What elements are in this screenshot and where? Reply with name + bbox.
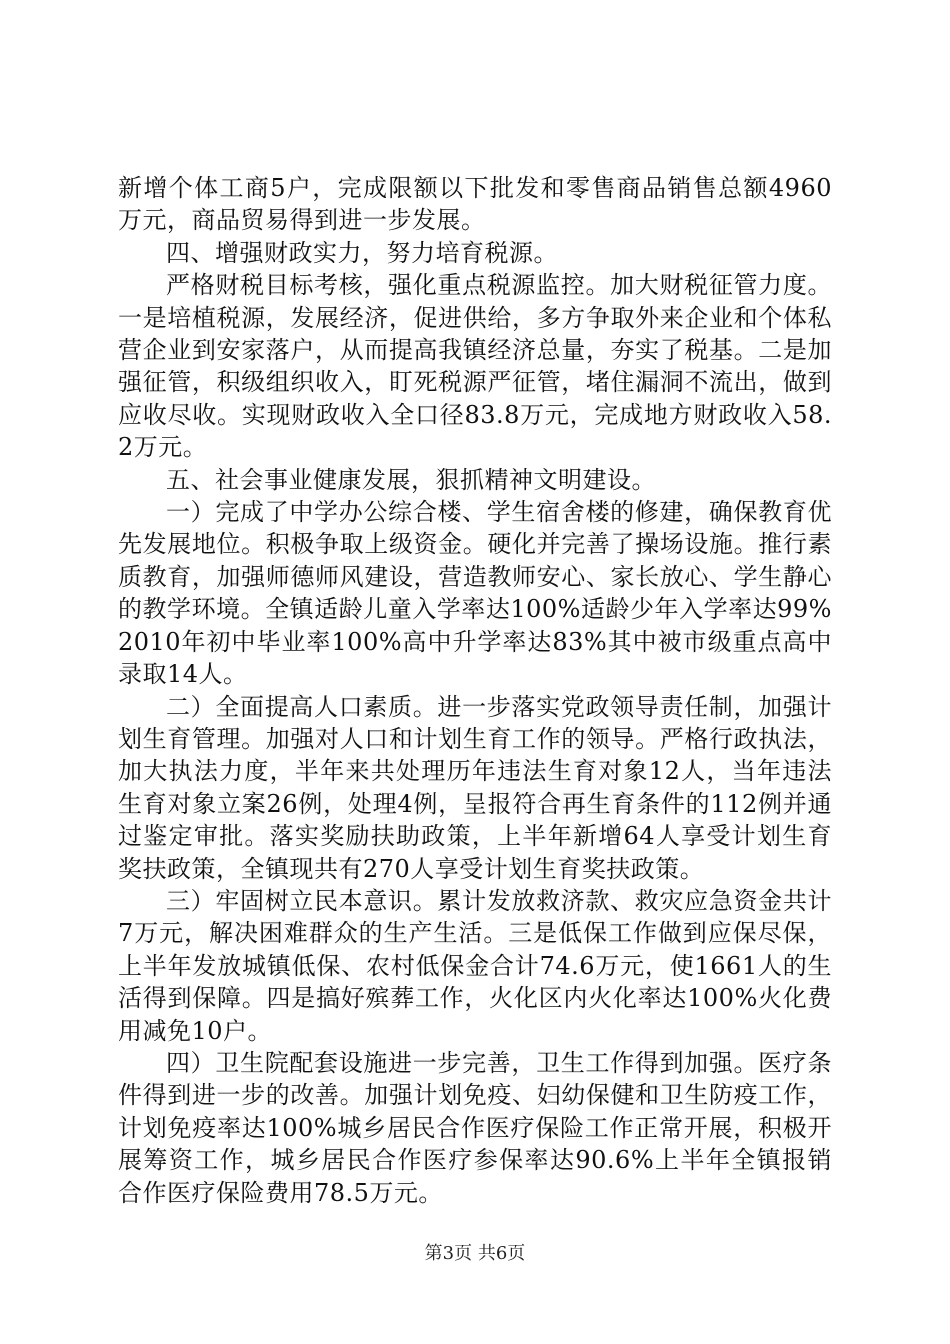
paragraph-finance: 严格财税目标考核，强化重点税源监控。加大财税征管力度。一是培植税源，发展经济，促进供给，多方争取外来企业和个体私营企业到安家落户，从而提高我镇经济总量，夯实了税基。二是加强征管，积级组织收入，盯死税源严征管，堵住漏洞不流出，做到应收尽收。实现财政收入全口径83.8万元，完成地方财政收入58.2万元。: [118, 271, 832, 462]
paragraph-health: 四）卫生院配套设施进一步完善，卫生工作得到加强。医疗条件得到进一步的改善。加强计划免疫、妇幼保健和卫生防疫工作，计划免疫率达100%城乡居民合作医疗保险工作正常开展，积极开展筹资工作，城乡居民合作医疗参保率达90.6%上半年全镇报销合作医疗保险费用78.5万元。: [118, 1048, 832, 1207]
paragraph-1: 新增个体工商5户，完成限额以下批发和零售商品销售总额4960万元，商品贸易得到进一步发展。: [118, 174, 832, 235]
paragraph-welfare: 三）牢固树立民本意识。累计发放救济款、救灾应急资金共计7万元，解决困难群众的生产生活。三是低保工作做到应保尽保，上半年发放城镇低保、农村低保金合计74.6万元，使1661人的生活得到保障。四是搞好殡葬工作，火化区内火化率达100%火化费用减免10户。: [118, 886, 832, 1045]
paragraph-population: 二）全面提高人口素质。进一步落实党政领导责任制，加强计划生育管理。加强对人口和计划生育工作的领导。严格行政执法，加大执法力度，半年来共处理历年违法生育对象12人，当年违法生育对象立案26例，处理4例，呈报符合再生育条件的112例并通过鉴定审批。落实奖励扶助政策，上半年新增64人享受计划生育奖扶政策，全镇现共有270人享受计划生育奖扶政策。: [118, 692, 832, 883]
section-heading-5: 五、社会事业健康发展，狠抓精神文明建设。: [166, 465, 656, 494]
document-body: [118, 172, 832, 1209]
section-heading-4: 四、增强财政实力，努力培育税源。: [166, 238, 558, 267]
page-number: 第3页 共6页: [424, 1243, 526, 1264]
paragraph-education: 一）完成了中学办公综合楼、学生宿舍楼的修建，确保教育优先发展地位。积极争取上级资金。硬化并完善了操场设施。推行素质教育，加强师德师风建设，营造教师安心、家长放心、学生静心的教学环境。全镇适龄儿童入学率达100%适龄少年入学率达99%2010年初中毕业率100%高中升学率达83%其中被市级重点高中录取14人。: [118, 498, 832, 689]
